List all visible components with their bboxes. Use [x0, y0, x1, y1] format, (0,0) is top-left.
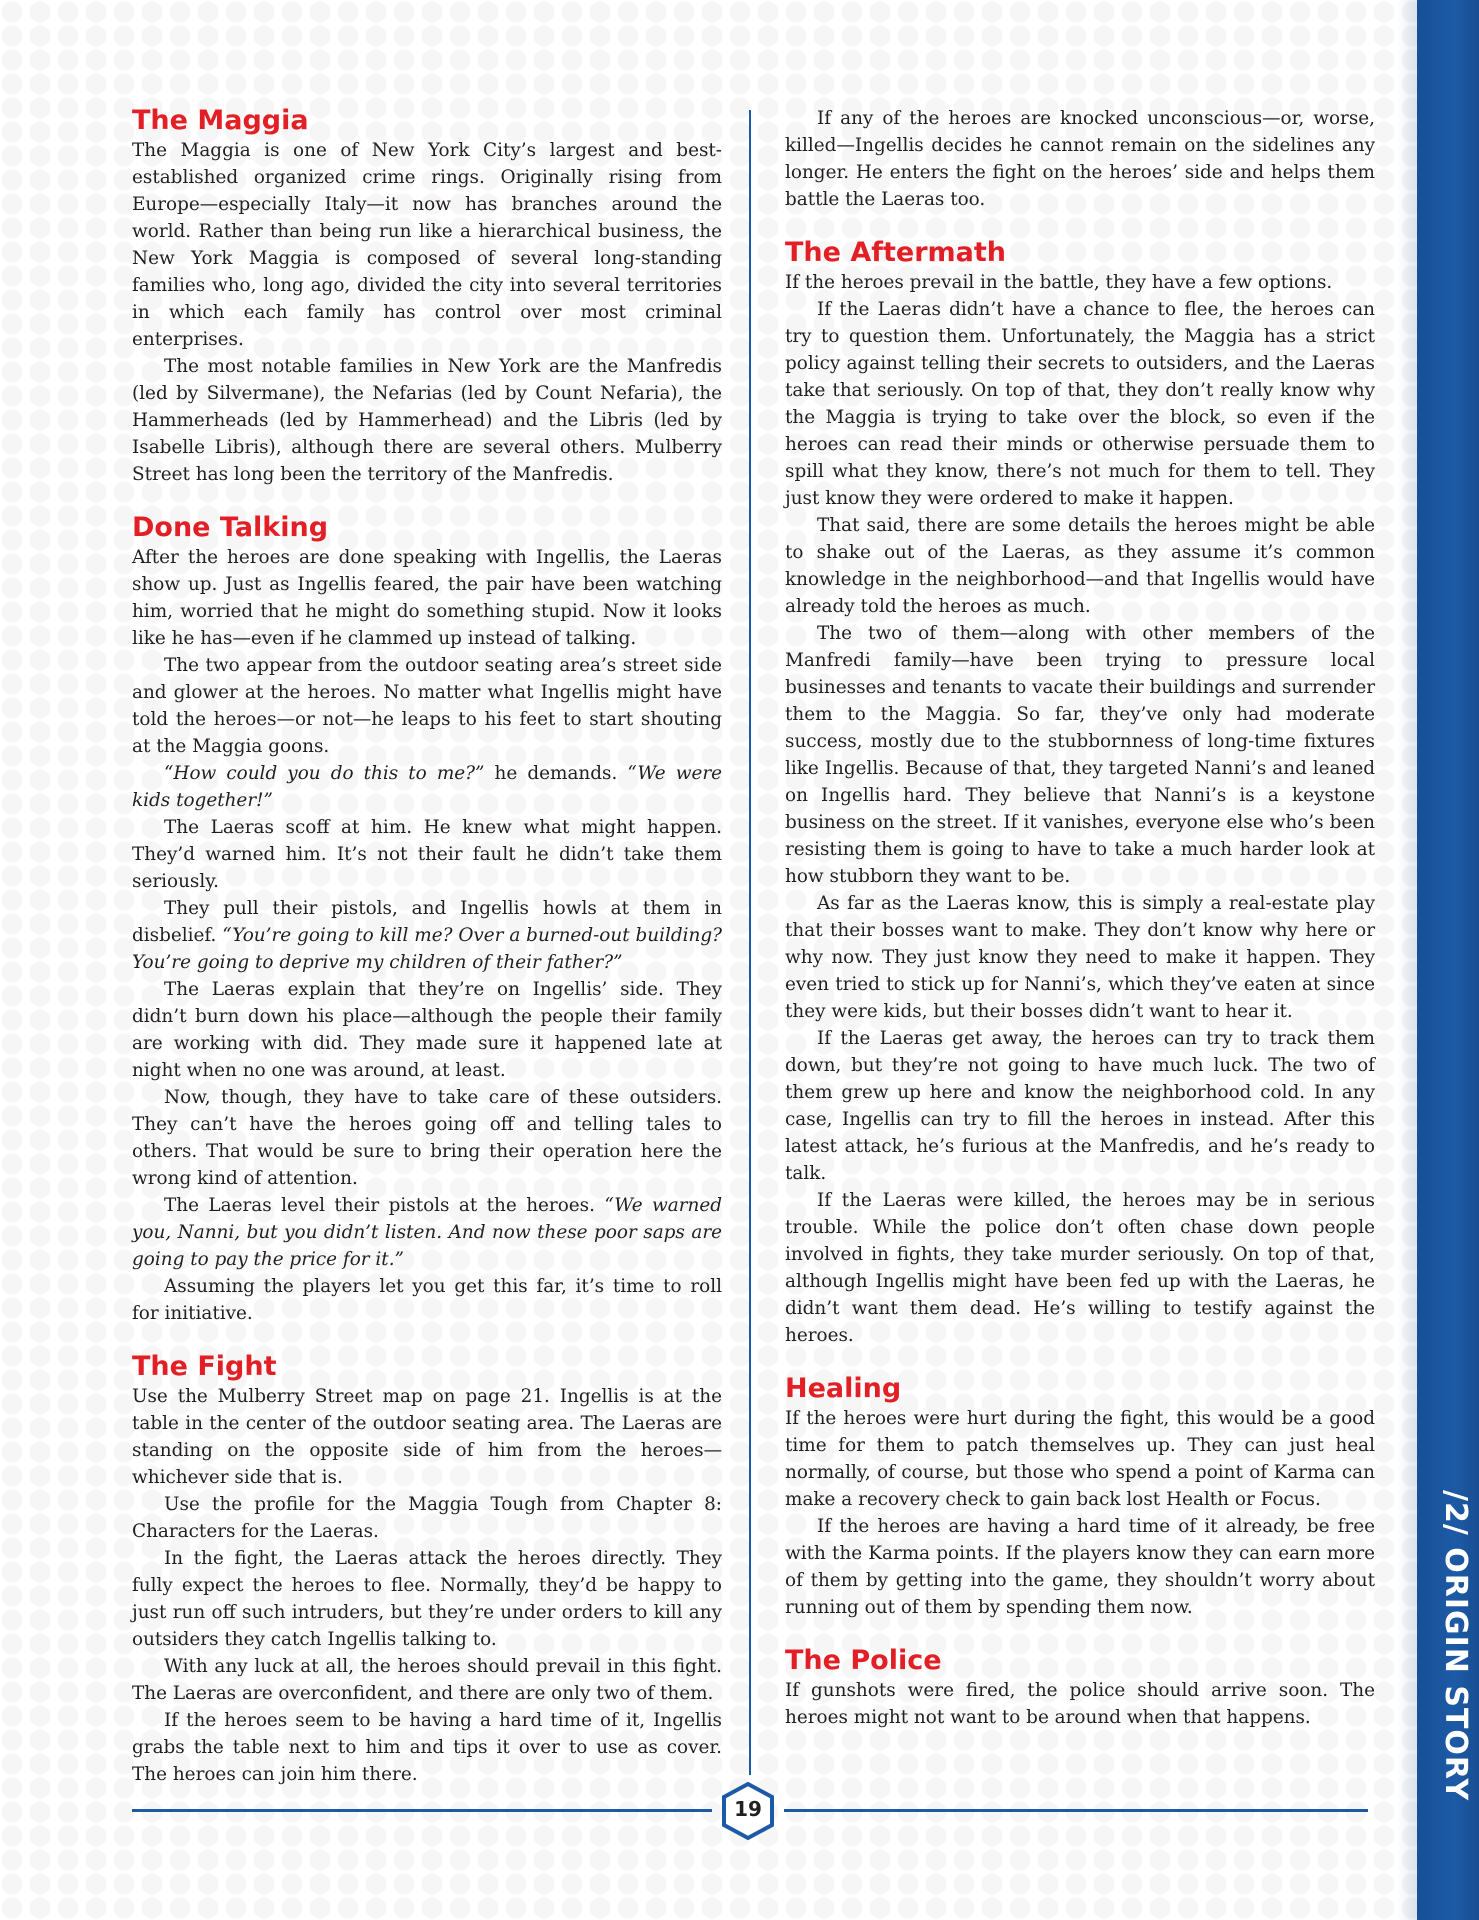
section-the-fight: [132, 1351, 722, 1788]
section-continued: [785, 105, 1375, 213]
paragraph: If the Laeras were killed, the heroes may be in serious trouble. While the police don’t often chase down people involved in fights, they take murder seriously. On top of that, although Ingellis might have been fed up with the Laeras, he didn’t want them dead. He’s willing to testify against the heroes.: [785, 1190, 1375, 1346]
paragraph: The Laeras scoff at him. He knew what might happen. They’d warned him. It’s not their fault he didn’t take them seriously.: [132, 817, 722, 892]
paragraph: If the heroes prevail in the battle, they have a few options.: [785, 272, 1333, 293]
paragraph: Now, though, they have to take care of these outsiders. They can’t have the heroes going off and telling tales to others. That would be sure to bring their operation here the wrong kind of attention.: [132, 1087, 722, 1189]
paragraph: The Laeras explain that they’re on Ingellis’ side. They didn’t burn down his place—although the people their family are working with did. They made sure it happened late at night when no one was around, at least.: [132, 979, 722, 1081]
section-healing: [785, 1373, 1375, 1621]
text: he demands.: [484, 763, 628, 784]
paragraph: If the Laeras didn’t have a chance to flee, the heroes can try to question them. Unfortunately, the Maggia has a strict policy against telling their secrets to outsiders, and the Laeras take that seriously. On top of that, they don’t really know why the Maggia is trying to take over the block, so even if the heroes can read their minds or otherwise persuade them to spill what they know, there’s not much for them to tell. They just know they were ordered to make it happen.: [785, 299, 1375, 509]
right-column: [785, 105, 1375, 1755]
section-the-maggia: [132, 105, 722, 488]
paragraph: The two appear from the outdoor seating area’s street side and glower at the heroes. No matter what Ingellis might have told the heroes—or not—he leaps to his feet to start shouting at the Maggia goons.: [132, 655, 722, 757]
heading-healing: Healing: [785, 1373, 902, 1404]
paragraph: If gunshots were fired, the police should arrive soon. The heroes might not want to be around when that happens.: [785, 1680, 1375, 1728]
paragraph: Assuming the players let you get this far, it’s time to roll for initiative.: [132, 1276, 722, 1324]
paragraph: In the fight, the Laeras attack the heroes directly. They fully expect the heroes to flee. Normally, they’d be happy to just run off such intruders, but they’re under orders to kill any outsiders they catch Ingellis talking to.: [132, 1548, 722, 1650]
footer-rule-right: [784, 1809, 1368, 1812]
heading-the-maggia: The Maggia: [132, 105, 309, 136]
paragraph: The Maggia is one of New York City’s largest and best-established organized crime rings. Originally rising from Europe—especially Italy—it now has branches around the world. Rather than being run like a hierarchical business, the New York Maggia is composed of several long-standing families who, long ago, divided the city into several territories in which each family has control over most criminal enterprises.: [132, 140, 722, 350]
heading-done-talking: Done Talking: [132, 512, 329, 543]
chapter-label: /2/ ORIGIN STORY: [1438, 1490, 1473, 1802]
paragraph: The most notable families in New York are the Manfredis (led by Silvermane), the Nefarias (led by Count Nefaria), the Hammerheads (led by Hammerhead) and the Libris (led by Isabelle Libris), although there are several others. Mulberry Street has long been the territory of the Manfredis.: [132, 356, 722, 485]
section-the-police: [785, 1645, 1375, 1731]
paragraph: [132, 760, 722, 814]
paragraph: As far as the Laeras know, this is simply a real-estate play that their bosses want to make. They don’t know why here or why now. They just know they need to make it happen. They even tried to stick up for Nanni’s, which they’ve eaten at since they were kids, but their bosses didn’t want to hear it.: [785, 893, 1375, 1022]
paragraph: After the heroes are done speaking with Ingellis, the Laeras show up. Just as Ingellis feared, the pair have been watching him, worried that he might do something stupid. Now it looks like he has—even if he clammed up instead of talking.: [132, 547, 722, 649]
paragraph: If the heroes seem to be having a hard time of it, Ingellis grabs the table next to him and tips it over to use as cover. The heroes can join him there.: [132, 1710, 722, 1785]
paragraph: That said, there are some details the heroes might be able to shake out of the Laeras, as they assume it’s common knowledge in the neighborhood—and that Ingellis would have already told the heroes as much.: [785, 515, 1375, 617]
paragraph: If the Laeras get away, the heroes can try to track them down, but they’re not going to have much luck. The two of them grew up here and know the neighborhood cold. In any case, Ingellis can try to fill the heroes in instead. After this latest attack, he’s furious at the Manfredis, and he’s ready to talk.: [785, 1028, 1375, 1184]
text: They pull their pistols, and Ingellis howls at them in disbelief.: [132, 898, 722, 946]
paragraph: If any of the heroes are knocked unconscious—or, worse, killed—Ingellis decides he cannot remain on the sidelines any longer. He enters the fight on the heroes’ side and helps them battle the Laeras too.: [785, 108, 1375, 210]
heading-the-aftermath: The Aftermath: [785, 237, 1007, 268]
footer-rule-left: [132, 1809, 712, 1812]
quote: “We warned you, Nanni, but you didn’t listen. And now these poor saps are going to pay the price for it.”: [132, 1195, 722, 1270]
paragraph: [132, 1192, 722, 1273]
section-done-talking: [132, 512, 722, 1327]
paragraph: If the heroes are having a hard time of it already, be free with the Karma points. If the players know they can earn more of them by getting into the game, they shouldn’t worry about running out of them by spending them now.: [785, 1516, 1375, 1618]
paragraph: If the heroes were hurt during the fight, this would be a good time for them to patch themselves up. They can just heal normally, of course, but those who spend a point of Karma can make a recovery check to gain back lost Health or Focus.: [785, 1408, 1375, 1510]
left-column: [132, 105, 722, 1812]
section-the-aftermath: [785, 237, 1375, 1349]
paragraph: [132, 895, 722, 976]
page-number: 19: [734, 1797, 762, 1821]
paragraph: The two of them—along with other members of the Manfredi family—have been trying to pressure local businesses and tenants to vacate their buildings and surrender them to the Maggia. So far, they’ve only had moderate success, mostly due to the stubbornness of long-time fixtures like Ingellis. Because of that, they targeted Nanni’s and leaned on Ingellis hard. They believe that Nanni’s is a keystone business on the street. If it vanishes, everyone else who’s been resisting them is going to have to take a much harder look at how stubborn they want to be.: [785, 623, 1375, 887]
text: The Laeras level their pistols at the heroes.: [164, 1195, 605, 1216]
quote: “You’re going to kill me? Over a burned-out building? You’re going to deprive my children of their father?”: [132, 925, 723, 973]
sidebar-edge: [1397, 0, 1417, 1920]
quote: “How could you do this to me?”: [164, 763, 485, 784]
heading-the-fight: The Fight: [132, 1351, 277, 1382]
quote: “We were kids together!”: [132, 763, 722, 811]
heading-the-police: The Police: [785, 1645, 942, 1676]
paragraph: Use the profile for the Maggia Tough from Chapter 8: Characters for the Laeras.: [132, 1494, 722, 1542]
paragraph: With any luck at all, the heroes should prevail in this fight. The Laeras are overconfident, and there are only two of them.: [132, 1656, 722, 1704]
column-divider: [749, 110, 751, 1775]
chapter-sidebar: [1417, 0, 1479, 1920]
paragraph: Use the Mulberry Street map on page 21. Ingellis is at the table in the center of the outdoor seating area. The Laeras are standing on the opposite side of him from the heroes—whichever side that is.: [132, 1386, 722, 1488]
